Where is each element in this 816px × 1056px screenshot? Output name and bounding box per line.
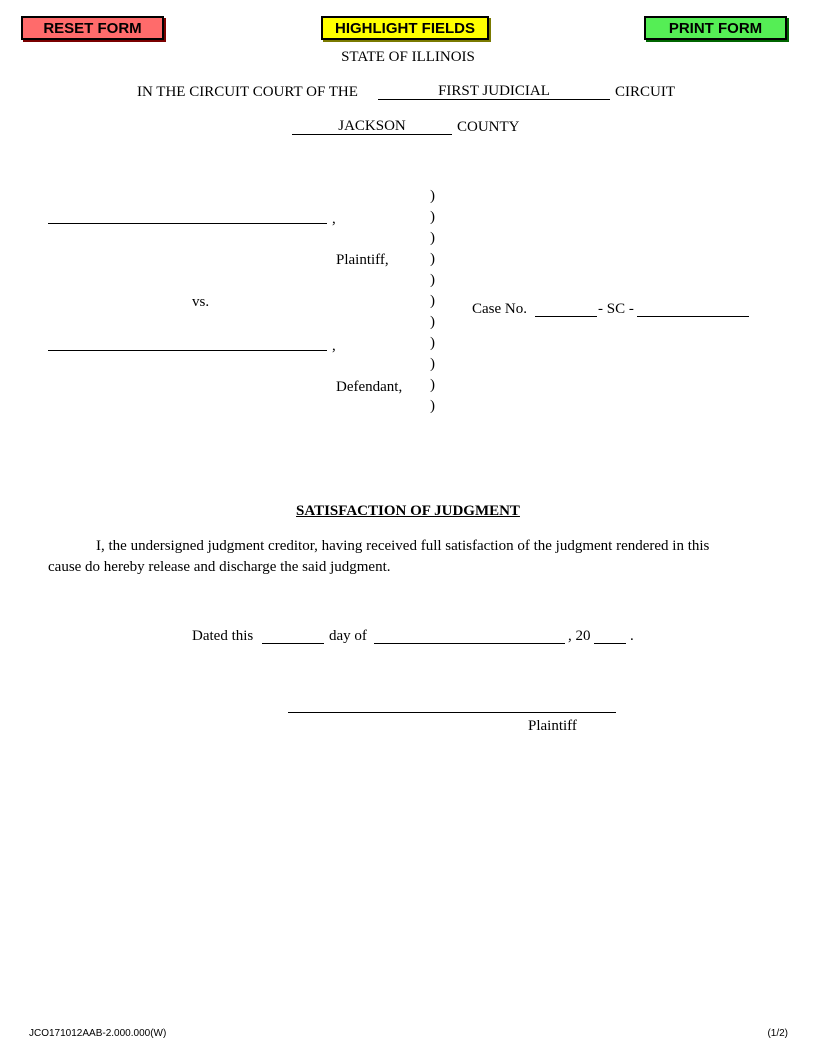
circuit-field[interactable]: FIRST JUDICIAL (438, 83, 550, 99)
caption-paren: ) (430, 230, 435, 246)
reset-form-button[interactable]: RESET FORM (21, 16, 164, 40)
year-field[interactable] (594, 643, 626, 644)
signature-label: Plaintiff (528, 718, 577, 734)
court-suffix: CIRCUIT (615, 84, 675, 100)
date-period: . (630, 628, 634, 644)
document-title: SATISFACTION OF JUDGMENT (296, 503, 520, 519)
year-prefix-label: , 20 (568, 628, 591, 644)
form-code: JCO171012AAB-2.000.000(W) (29, 1028, 167, 1039)
month-field[interactable] (374, 643, 565, 644)
caption-paren: ) (430, 356, 435, 372)
case-year-field[interactable] (535, 316, 597, 317)
case-number-field[interactable] (637, 316, 749, 317)
caption-paren: ) (430, 398, 435, 414)
caption-paren: ) (430, 314, 435, 330)
plaintiff-comma: , (332, 211, 336, 227)
vs-label: vs. (192, 294, 210, 310)
caption-paren: ) (430, 209, 435, 225)
court-prefix: IN THE CIRCUIT COURT OF THE (137, 84, 358, 100)
case-no-label: Case No. (472, 301, 527, 317)
print-form-button[interactable]: PRINT FORM (644, 16, 787, 40)
signature-line[interactable] (288, 712, 616, 713)
state-heading: STATE OF ILLINOIS (341, 49, 475, 65)
body-paragraph-line1: I, the undersigned judgment creditor, having received full satisfaction of the judgment rendered in this (96, 538, 710, 554)
defendant-name-field[interactable] (48, 350, 327, 351)
highlight-fields-button[interactable]: HIGHLIGHT FIELDS (321, 16, 489, 40)
page-number: (1/2) (767, 1028, 788, 1039)
dated-this-label: Dated this (192, 628, 254, 644)
caption-paren: ) (430, 377, 435, 393)
plaintiff-name-field[interactable] (48, 223, 327, 224)
day-field[interactable] (262, 643, 324, 644)
defendant-comma: , (332, 338, 336, 354)
caption-paren: ) (430, 272, 435, 288)
caption-paren: ) (430, 335, 435, 351)
caption-paren: ) (430, 188, 435, 204)
county-suffix: COUNTY (457, 119, 520, 135)
case-sc-label: - SC - (598, 301, 634, 317)
caption-paren: ) (430, 293, 435, 309)
caption-paren: ) (430, 251, 435, 267)
body-paragraph-line2: cause do hereby release and discharge the said judgment. (48, 559, 391, 575)
defendant-label: Defendant, (336, 379, 403, 395)
plaintiff-label: Plaintiff, (336, 252, 389, 268)
county-field[interactable]: JACKSON (338, 118, 406, 134)
day-of-label: day of (329, 628, 367, 644)
